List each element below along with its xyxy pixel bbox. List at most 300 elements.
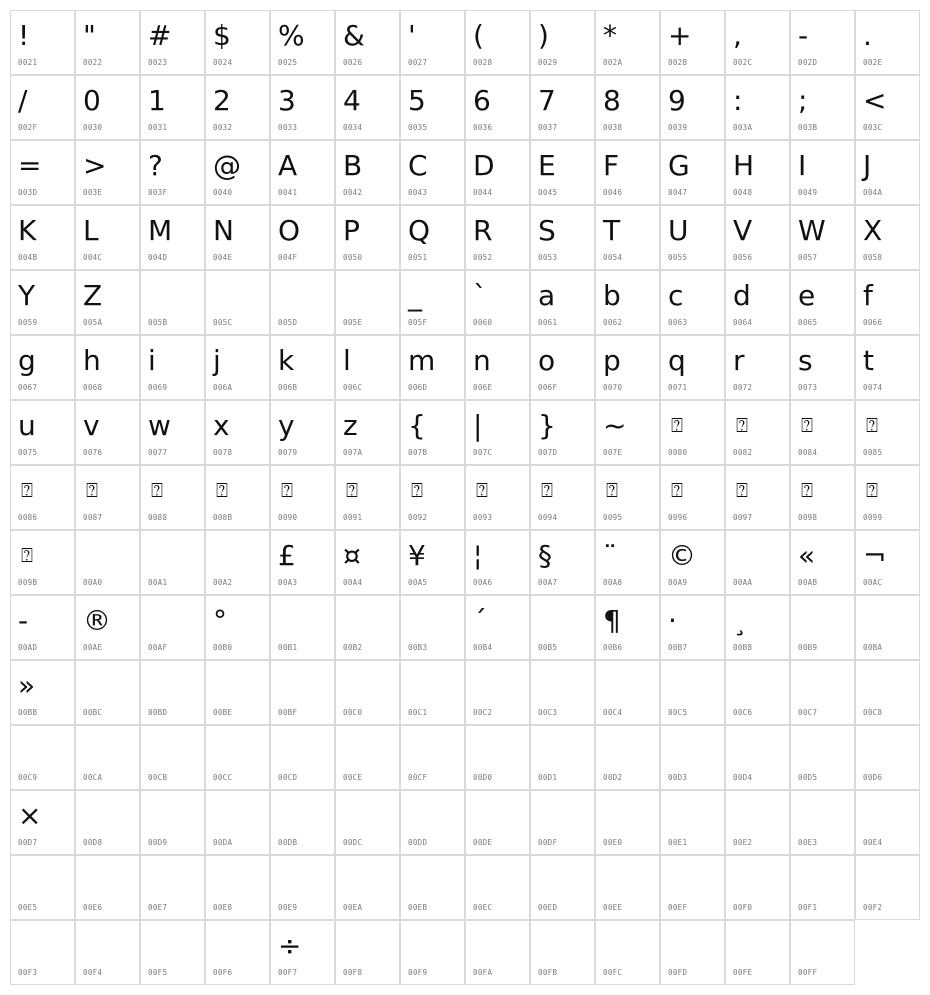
glyph-cell-00E6 [75,855,140,920]
replacement-box-icon: ⍰ [346,478,358,502]
glyph-cell-00A2 [205,530,270,595]
glyph-char: 0 [83,84,101,117]
glyph-codepoint: 002B [668,58,688,67]
glyph-codepoint: 007E [603,448,623,457]
glyph-codepoint: 00B2 [343,643,363,652]
glyph-cell-00ED [530,855,595,920]
replacement-box-icon: ⍰ [476,478,488,502]
glyph-codepoint: 00E1 [668,838,688,847]
glyph-codepoint: 00F9 [408,968,428,977]
glyph-codepoint: 00CC [213,773,233,782]
glyph-codepoint: 007D [538,448,558,457]
glyph-char: / [18,84,28,117]
glyph-codepoint: 00D6 [863,773,883,782]
glyph-char: t [863,344,874,377]
glyph-cell-0097 [725,465,790,530]
glyph-cell-00FE [725,920,790,985]
glyph-cell-0091 [335,465,400,530]
glyph-cell-004A [855,140,920,205]
glyph-codepoint: 00BD [148,708,168,717]
glyph-char: ÷ [278,929,302,962]
glyph-cell-00BC [75,660,140,725]
glyph-codepoint: 0080 [668,448,688,457]
glyph-codepoint: 0025 [278,58,298,67]
glyph-cell-0067 [10,335,75,400]
glyph-cell-006E [465,335,530,400]
glyph-char: 3 [278,84,296,117]
glyph-codepoint: 002E [863,58,883,67]
glyph-cell-0021 [10,10,75,75]
glyph-cell-006B [270,335,335,400]
replacement-box-icon: ⍰ [736,478,748,502]
replacement-box-icon: ⍰ [606,478,618,502]
glyph-cell-00E5 [10,855,75,920]
glyph-char: S [538,214,556,247]
glyph-cell-007B [400,400,465,465]
glyph-char: w [148,409,171,442]
glyph-cell-0078 [205,400,270,465]
glyph-char: ` [473,279,487,312]
glyph-char: U [668,214,689,247]
glyph-cell-00D1 [530,725,595,790]
glyph-cell-0043 [400,140,465,205]
glyph-char: O [278,214,301,247]
glyph-cell-0068 [75,335,140,400]
glyph-char: d [733,279,751,312]
glyph-cell-00C8 [855,660,920,725]
glyph-codepoint: 00B4 [473,643,493,652]
glyph-codepoint: 00FE [733,968,753,977]
glyph-codepoint: 00BA [863,643,883,652]
glyph-cell-00B7 [660,595,725,660]
replacement-box-icon: ⍰ [736,413,748,437]
glyph-codepoint: 0098 [798,513,818,522]
glyph-cell-005A [75,270,140,335]
glyph-cell-0062 [595,270,660,335]
glyph-cell-0053 [530,205,595,270]
glyph-cell-00B9 [790,595,855,660]
replacement-box-icon: ⍰ [541,478,553,502]
glyph-cell-0076 [75,400,140,465]
glyph-char: $ [213,19,231,52]
glyph-cell-00E9 [270,855,335,920]
glyph-cell-00B3 [400,595,465,660]
glyph-codepoint: 00A0 [83,578,103,587]
glyph-cell-0048 [725,140,790,205]
glyph-char: E [538,149,556,182]
glyph-cell-006C [335,335,400,400]
glyph-cell-00DA [205,790,270,855]
glyph-cell-00A8 [595,530,660,595]
glyph-codepoint: 00EC [473,903,493,912]
glyph-cell-00E1 [660,790,725,855]
glyph-cell-002C [725,10,790,75]
glyph-codepoint: 0097 [733,513,753,522]
glyph-cell-003F [140,140,205,205]
glyph-cell-0073 [790,335,855,400]
glyph-cell-0094 [530,465,595,530]
glyph-cell-00DB [270,790,335,855]
glyph-codepoint: 005E [343,318,363,327]
glyph-codepoint: 00EE [603,903,623,912]
replacement-box-icon: ⍰ [801,478,813,502]
glyph-cell-0032 [205,75,270,140]
glyph-char: o [538,344,556,377]
glyph-codepoint: 005F [408,318,428,327]
glyph-cell-005C [205,270,270,335]
glyph-codepoint: 00F7 [278,968,298,977]
glyph-char: _ [408,279,422,312]
glyph-codepoint: 00E7 [148,903,168,912]
glyph-codepoint: 00D3 [668,773,688,782]
glyph-codepoint: 0088 [148,513,168,522]
glyph-codepoint: 00BF [278,708,298,717]
glyph-codepoint: 00CE [343,773,363,782]
glyph-codepoint: 00C3 [538,708,558,717]
glyph-codepoint: 0072 [733,383,753,392]
glyph-codepoint: 0030 [83,123,103,132]
glyph-char: ; [798,84,808,117]
glyph-char: ? [148,149,163,182]
glyph-char: { [408,409,426,442]
glyph-codepoint: 004D [148,253,168,262]
glyph-char: h [83,344,101,377]
glyph-codepoint: 00C9 [18,773,38,782]
glyph-char: @ [213,149,241,182]
glyph-char: Y [18,279,36,312]
glyph-codepoint: 003A [733,123,753,132]
glyph-codepoint: 0082 [733,448,753,457]
glyph-cell-0049 [790,140,855,205]
glyph-cell-00C2 [465,660,530,725]
glyph-cell-00D0 [465,725,530,790]
glyph-cell-005E [335,270,400,335]
glyph-cell-0071 [660,335,725,400]
glyph-char: X [863,214,883,247]
glyph-codepoint: 0078 [213,448,233,457]
glyph-char: V [733,214,753,247]
glyph-codepoint: 00F3 [18,968,38,977]
glyph-codepoint: 0064 [733,318,753,327]
glyph-cell-0074 [855,335,920,400]
glyph-char: M [148,214,173,247]
glyph-cell-0059 [10,270,75,335]
glyph-codepoint: 00A5 [408,578,428,587]
glyph-cell-003B [790,75,855,140]
glyph-cell-00C1 [400,660,465,725]
glyph-cell-00C9 [10,725,75,790]
glyph-codepoint: 0085 [863,448,883,457]
glyph-cell-0096 [660,465,725,530]
glyph-codepoint: 00AC [863,578,883,587]
glyph-cell-0037 [530,75,595,140]
glyph-codepoint: 0026 [343,58,363,67]
glyph-cell-005B [140,270,205,335]
glyph-cell-005D [270,270,335,335]
glyph-cell-0023 [140,10,205,75]
glyph-cell-0025 [270,10,335,75]
glyph-cell-003A [725,75,790,140]
glyph-char: u [18,409,36,442]
glyph-cell-0080 [660,400,725,465]
glyph-codepoint: 0076 [83,448,103,457]
glyph-char: ¬ [863,539,887,572]
glyph-codepoint: 00BE [213,708,233,717]
glyph-cell-00A5 [400,530,465,595]
glyph-codepoint: 00FB [538,968,558,977]
glyph-codepoint: 00B1 [278,643,298,652]
glyph-codepoint: 00DE [473,838,493,847]
glyph-char: · [668,604,677,637]
glyph-codepoint: 0054 [603,253,623,262]
glyph-codepoint: 00CD [278,773,298,782]
glyph-codepoint: 00D8 [83,838,103,847]
glyph-char: ¶ [603,604,621,637]
glyph-char: ¨ [603,539,617,572]
glyph-codepoint: 00C7 [798,708,818,717]
glyph-cell-0084 [790,400,855,465]
glyph-char: ) [538,19,549,52]
glyph-cell-007A [335,400,400,465]
glyph-cell-00F6 [205,920,270,985]
glyph-codepoint: 00DF [538,838,558,847]
glyph-cell-009B [10,530,75,595]
glyph-codepoint: 00DB [278,838,298,847]
glyph-grid [10,10,920,985]
glyph-cell-00EB [400,855,465,920]
glyph-cell-00B1 [270,595,335,660]
glyph-codepoint: 00EA [343,903,363,912]
glyph-cell-0086 [10,465,75,530]
glyph-codepoint: 0073 [798,383,818,392]
glyph-cell-004B [10,205,75,270]
glyph-codepoint: 00A6 [473,578,493,587]
glyph-char: I [798,149,807,182]
glyph-codepoint: 00B0 [213,643,233,652]
glyph-codepoint: 00F2 [863,903,883,912]
glyph-codepoint: 00E4 [863,838,883,847]
glyph-cell-00FD [660,920,725,985]
glyph-codepoint: 00E2 [733,838,753,847]
glyph-char: l [343,344,351,377]
glyph-codepoint: 0096 [668,513,688,522]
glyph-codepoint: 0028 [473,58,493,67]
glyph-codepoint: 0037 [538,123,558,132]
glyph-codepoint: 00CF [408,773,428,782]
glyph-codepoint: 0036 [473,123,493,132]
glyph-codepoint: 0093 [473,513,493,522]
glyph-cell-002E [855,10,920,75]
replacement-box-icon: ⍰ [866,413,878,437]
glyph-cell-0072 [725,335,790,400]
glyph-codepoint: 0067 [18,383,38,392]
replacement-box-icon: ⍰ [801,413,813,437]
glyph-cell-00C0 [335,660,400,725]
glyph-codepoint: 00C2 [473,708,493,717]
glyph-codepoint: 005C [213,318,233,327]
glyph-cell-0052 [465,205,530,270]
glyph-codepoint: 00B3 [408,643,428,652]
glyph-codepoint: 00A3 [278,578,298,587]
glyph-codepoint: 00FA [473,968,493,977]
glyph-codepoint: 0068 [83,383,103,392]
glyph-cell-0039 [660,75,725,140]
glyph-cell-00EF [660,855,725,920]
glyph-cell-00CB [140,725,205,790]
glyph-codepoint: 0057 [798,253,818,262]
glyph-codepoint: 00C8 [863,708,883,717]
glyph-cell-00B2 [335,595,400,660]
glyph-codepoint: 0046 [603,188,623,197]
glyph-char: + [668,19,692,52]
glyph-cell-0066 [855,270,920,335]
glyph-codepoint: 00A9 [668,578,688,587]
glyph-char: * [603,19,617,52]
glyph-codepoint: 0021 [18,58,38,67]
glyph-codepoint: 00AD [18,643,38,652]
glyph-codepoint: 00E8 [213,903,233,912]
glyph-char: ¦ [473,539,483,572]
glyph-codepoint: 00C5 [668,708,688,717]
glyph-cell-004C [75,205,140,270]
glyph-codepoint: 0070 [603,383,623,392]
glyph-cell-00AD [10,595,75,660]
glyph-char: ' [408,19,416,52]
glyph-codepoint: 00D2 [603,773,623,782]
glyph-codepoint: 0044 [473,188,493,197]
glyph-cell-00BA [855,595,920,660]
glyph-cell-00C7 [790,660,855,725]
glyph-char: A [278,149,298,182]
glyph-char: ! [18,19,30,52]
glyph-char: - [18,604,29,637]
glyph-codepoint: 0092 [408,513,428,522]
glyph-cell-0075 [10,400,75,465]
glyph-codepoint: 0022 [83,58,103,67]
glyph-codepoint: 00A4 [343,578,363,587]
replacement-box-icon: ⍰ [411,478,423,502]
glyph-char: i [148,344,156,377]
glyph-cell-00C6 [725,660,790,725]
glyph-char: e [798,279,816,312]
glyph-cell-0045 [530,140,595,205]
glyph-cell-0058 [855,205,920,270]
glyph-char: q [668,344,686,377]
glyph-codepoint: 0047 [668,188,688,197]
glyph-cell-0061 [530,270,595,335]
glyph-codepoint: 00AB [798,578,818,587]
glyph-char: & [343,19,365,52]
glyph-codepoint: 004A [863,188,883,197]
glyph-cell-00F0 [725,855,790,920]
glyph-char: # [148,19,172,52]
glyph-codepoint: 00C1 [408,708,428,717]
glyph-codepoint: 0027 [408,58,428,67]
glyph-cell-00E7 [140,855,205,920]
glyph-cell-0090 [270,465,335,530]
glyph-codepoint: 00F8 [343,968,363,977]
glyph-codepoint: 0034 [343,123,363,132]
glyph-char: » [18,669,36,702]
glyph-codepoint: 0087 [83,513,103,522]
glyph-char: Q [408,214,431,247]
glyph-codepoint: 00BC [83,708,103,717]
glyph-cell-00CC [205,725,270,790]
glyph-char: P [343,214,360,247]
glyph-cell-0026 [335,10,400,75]
glyph-cell-002B [660,10,725,75]
glyph-codepoint: 00B8 [733,643,753,652]
glyph-cell-0088 [140,465,205,530]
glyph-codepoint: 006A [213,383,233,392]
glyph-cell-0057 [790,205,855,270]
glyph-cell-006D [400,335,465,400]
glyph-codepoint: 0053 [538,253,558,262]
glyph-char: ~ [603,409,627,442]
replacement-box-icon: ⍰ [216,478,228,502]
glyph-char: L [83,214,99,247]
glyph-cell-0077 [140,400,205,465]
glyph-cell-0099 [855,465,920,530]
glyph-codepoint: 0069 [148,383,168,392]
replacement-box-icon: ⍰ [671,413,683,437]
glyph-cell-007C [465,400,530,465]
glyph-codepoint: 006E [473,383,493,392]
glyph-char: a [538,279,556,312]
glyph-char: ( [473,19,484,52]
glyph-char: H [733,149,755,182]
glyph-codepoint: 00AF [148,643,168,652]
glyph-codepoint: 002C [733,58,753,67]
glyph-char: 7 [538,84,556,117]
glyph-codepoint: 006D [408,383,428,392]
glyph-codepoint: 0061 [538,318,558,327]
glyph-cell-00FA [465,920,530,985]
glyph-codepoint: 00A1 [148,578,168,587]
glyph-codepoint: 00EF [668,903,688,912]
glyph-cell-00EE [595,855,660,920]
glyph-codepoint: 003C [863,123,883,132]
glyph-char: N [213,214,234,247]
glyph-cell-004E [205,205,270,270]
glyph-char: - [798,19,809,52]
glyph-cell-00B5 [530,595,595,660]
glyph-cell-004F [270,205,335,270]
glyph-char: < [863,84,887,117]
glyph-cell-0093 [465,465,530,530]
glyph-codepoint: 00D1 [538,773,558,782]
glyph-codepoint: 00B9 [798,643,818,652]
glyph-char: y [278,409,295,442]
glyph-cell-0085 [855,400,920,465]
glyph-cell-0064 [725,270,790,335]
glyph-cell-0060 [465,270,530,335]
glyph-char: v [83,409,100,442]
glyph-codepoint: 00FC [603,968,623,977]
glyph-cell-00DE [465,790,530,855]
glyph-codepoint: 009B [18,578,38,587]
glyph-char: ° [213,604,227,637]
glyph-cell-00D9 [140,790,205,855]
glyph-char: 4 [343,84,361,117]
glyph-cell-00A3 [270,530,335,595]
glyph-cell-00DF [530,790,595,855]
glyph-codepoint: 0050 [343,253,363,262]
glyph-cell-0035 [400,75,465,140]
glyph-codepoint: 00D0 [473,773,493,782]
glyph-codepoint: 0038 [603,123,623,132]
glyph-cell-00BD [140,660,205,725]
